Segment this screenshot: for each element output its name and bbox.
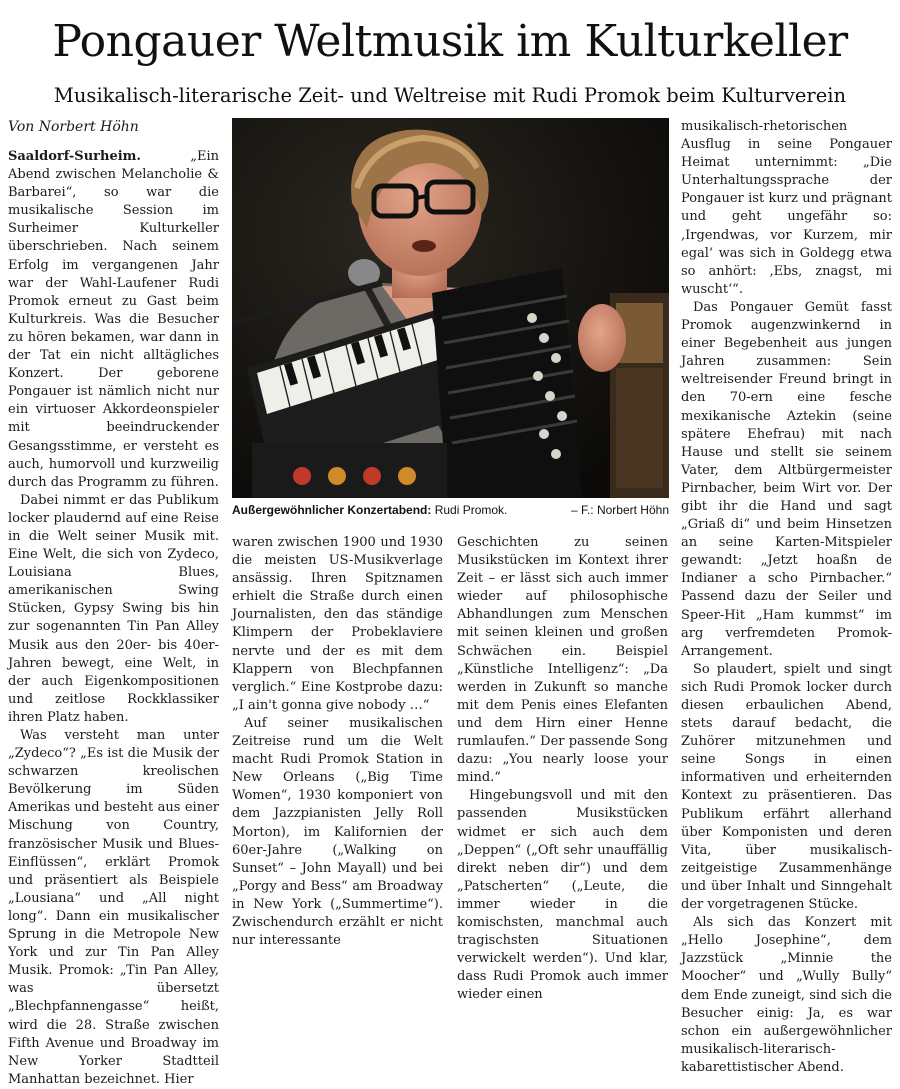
article-paragraph: [8, 148, 219, 492]
article-paragraph: Was versteht man unter „Zydeco“? „Es ist die Musik der schwarzen kreolischen Bevölkerung im Süden Amerikas und besteht aus einer Mischung von Country, französischer Musik und Blues-Einflüssen“, erklärt Promok und präsentiert als Beispiele „Lousiana“ und „All night long“. Dann ein musikalischer Sprung in die Metropole New York und zur Tin Pan Alley Musik. Promok: „Tin Pan Alley, was übersetzt „Blechpfannengasse“ heißt, wird die 28. Straße zwischen Fifth Avenue und Broadway im New Yorker Stadtteil Manhattan bezeichnet. Hier: [8, 728, 219, 1087]
article-paragraph: Als sich das Konzert mit „Hello Josephine“, dem Jazzstück „Minnie the Moocher“ und „Wully Bully“ dem Ende zuneigt, sind sich die Besucher einig: Ja, es war schon ein außergewöhnlicher musikalisch-literarisch-kabarettistischer Abend.: [681, 915, 892, 1075]
article-paragraph: Dabei nimmt er das Publikum locker plaudernd auf eine Reise in die Welt seiner Musik mit. Eine Welt, die sich von Zydeco, Louisiana Blues, amerikanischen Swing Stücken, Gypsy Swing bis hin zur sogenannten Tin Pan Alley Musik aus den 20er- bis 40er-Jahren bewegt, eine Welt, in der auch Eigenkompositionen und zeitlose Rockklassiker ihren Platz haben.: [8, 492, 219, 725]
headline: Pongauer Weltmusik im Kulturkeller: [52, 16, 848, 67]
caption-bold: Außergewöhnlicher Konzertabend:: [232, 503, 432, 517]
accordion-player-image: [232, 118, 669, 498]
byline: Von Norbert Höhn: [8, 119, 139, 135]
article-paragraph: musikalisch-rhetorischen Ausflug in seine Pongauer Heimat unternimmt: „Die Unterhaltungssprache der Pongauer ist kurz und prägnant und geht ungefähr so: ‚Irgendwas, vor Kurzem, mir egal‘ was sich in Goldegg etwa so anhört: ‚Ebs, znagst, mi wuscht‘“.: [681, 119, 892, 297]
dateline: Saaldorf-Surheim.: [8, 149, 141, 164]
article-paragraph: Das Pongauer Gemüt fasst Promok augenzwinkernd in einer Begebenheit aus jungen Jahren zusammen: Sein weltreisender Freund bringt in den 70-ern eine fesche mexikanische Aztekin (seine spätere Ehefrau) mit nach Hause und stellt sie seinem Vater, dem Altbürgermeister Pirnbacher, beim Wirt vor. Der gibt ihr die Hand und sagt „Griaß di“ und beim Hinsetzen an seine Karten-Mitspieler gewandt: „Jetzt hoaßn de Indianer a scho Pirnbacher.“ Passend dazu der Seiler und Speer-Hit „Ham kummst“ im arg verfremdeten Promok-Arrangement.: [681, 299, 892, 659]
photo-caption: [232, 502, 669, 518]
article-column-3: [457, 534, 668, 1004]
caption-text: Rudi Promok.: [434, 503, 508, 517]
article-column-1: [8, 148, 219, 1089]
article-paragraph: Hingebungsvoll und mit den passenden Musikstücken widmet er sich auch dem „Deppen“ („Oft sehr unauffällig direkt neben dir“) und dem „Patscherten“ („Leute, die immer wieder in die komischsten, manchmal auch tragischsten Situationen verwickelt werden“). Und klar, dass Rudi Promok auch immer wieder einen: [457, 788, 668, 1003]
subheadline: Musikalisch-literarische Zeit- und Weltreise mit Rudi Promok beim Kulturverein: [53, 84, 847, 107]
article-paragraph: Auf seiner musikalischen Zeitreise rund um die Welt macht Rudi Promok Station in New Orleans („Big Time Women“, 1930 komponiert von dem Jazzpianisten Jelly Roll Morton), im Kalifornien der 60er-Jahre („Walking on Sunset“ – John Mayall) und bei „Porgy and Bess“ am Broadway in New York („Summertime“). Zwischendurch erzählt er nicht nur interessante: [232, 715, 443, 949]
paragraph-text: „Ein Abend zwischen Melancholie & Barbarei“, so war die musikalische Session im Surheimer Kulturkeller überschrieben. Nach seinem Erfolg im vergangenen Jahr war der Wahl-Laufener Rudi Promok erneut zu Gast beim Kulturkreis. Was die Besucher zu hören bekamen, war dann in der Tat ein nicht alltägliches Konzert. Der geborene Pongauer ist nämlich nicht nur ein virtuoser Akkordeonspieler mit beeindruckender Gesangsstimme, er versteht es auch, humorvoll und kurzweilig durch das Programm zu führen.: [8, 149, 219, 490]
article-column-4: [681, 118, 892, 1077]
photo-credit: – F.: Norbert Höhn: [570, 503, 669, 517]
article-paragraph: So plaudert, spielt und singt sich Rudi Promok locker durch diesen erbaulichen Abend, stets darauf bedacht, die Zuhörer mitzunehmen und seine Songs in einen informativen und erheiternden Kontext zu präsentieren. Das Publikum erfährt allerhand über Komponisten und deren Vita, über musikalisch-zeitgeistige Zusammenhänge und über Inhalt und Sinngehalt der vorgetragenen Stücke.: [681, 661, 892, 913]
article-column-2: [232, 534, 443, 950]
article-paragraph: Geschichten zu seinen Musikstücken im Kontext ihrer Zeit – er lässt sich auch immer wieder auf philosophische Abhandlungen zum Menschen mit seinen kleinen und großen Schwächen ein. Beispiel „Künstliche Intelligenz“: „Da werden in Zukunft so manche mit dem Penis eines Elefanten und dem Hirn einer Henne rumlaufen.“ Der passende Song dazu: „You nearly loose your mind.“: [457, 535, 668, 786]
concert-photo: [232, 118, 669, 498]
article-paragraph: waren zwischen 1900 und 1930 die meisten US-Musikverlage ansässig. Ihren Spitznamen erhielt die Straße durch einen Journalisten, den das ständige Klimpern der Probeklaviere nervte und der es mit dem Klappern von Blechpfannen verglich.“ Eine Kostprobe dazu: „I ain't gonna give nobody …“: [232, 535, 443, 713]
